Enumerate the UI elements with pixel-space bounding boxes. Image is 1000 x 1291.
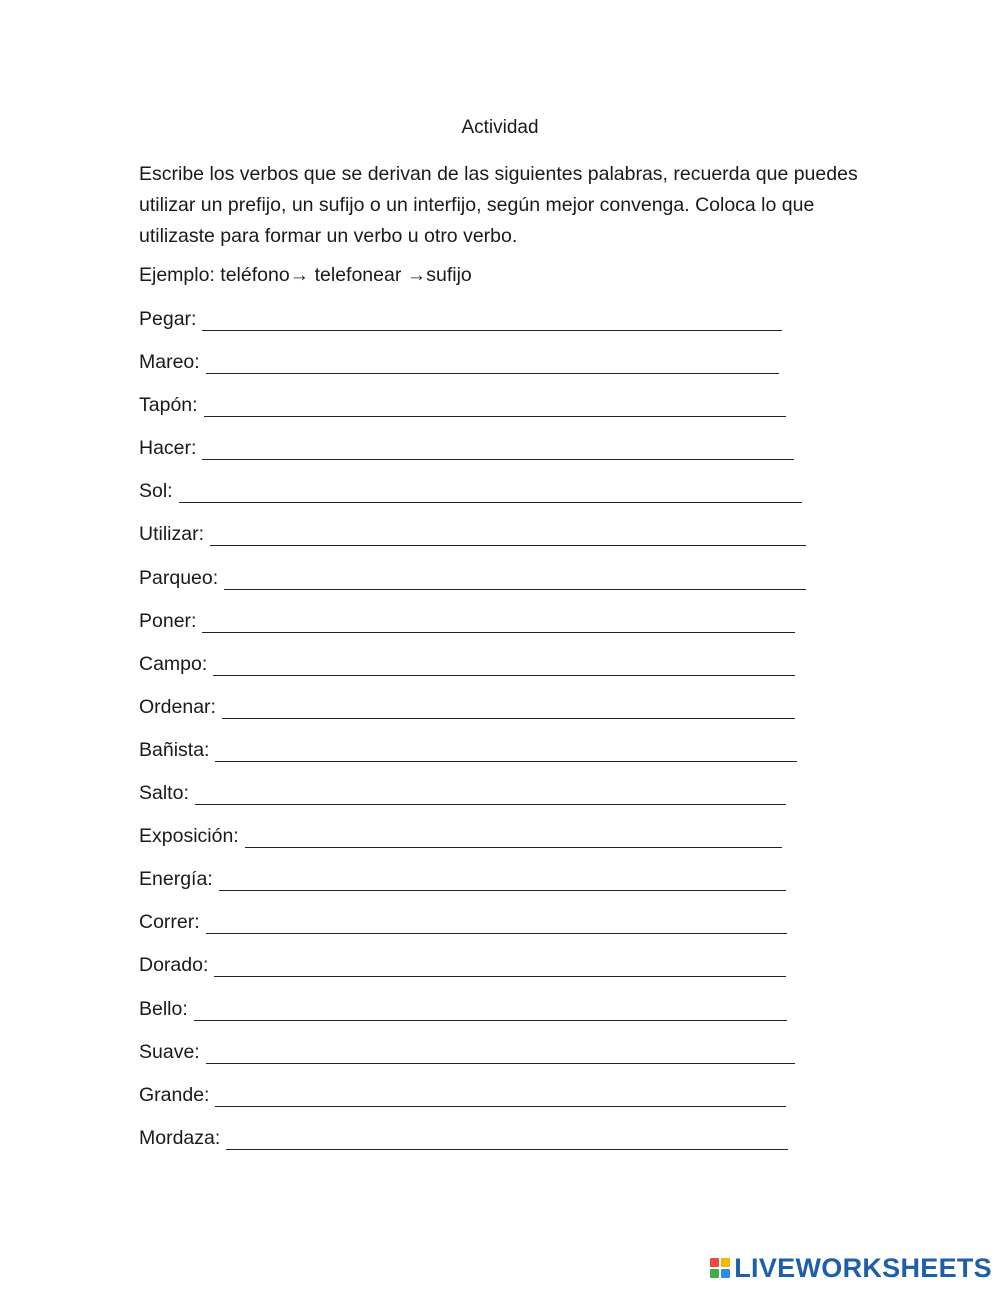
page-title: Actividad [461, 117, 539, 138]
word-label: Correr: [139, 911, 200, 934]
word-label: Mordaza: [139, 1126, 221, 1149]
answer-line[interactable] [224, 566, 806, 590]
word-label: Energía: [139, 868, 213, 891]
answer-row [139, 695, 819, 738]
answer-row [139, 1126, 819, 1169]
word-label: Ordenar: [139, 695, 216, 718]
answer-line[interactable] [202, 307, 782, 331]
answer-row [139, 522, 819, 565]
word-label: Utilizar: [139, 523, 205, 546]
answer-row [139, 1083, 819, 1126]
answer-line[interactable] [206, 910, 787, 934]
word-label: Parqueo: [139, 566, 219, 589]
answer-row [139, 953, 819, 996]
logo-text: LIVEWORKSHEETS [734, 1252, 992, 1283]
instructions-text: Escribe los verbos que se derivan de las siguientes palabras, recuerda que puedes utilizar un prefijo, un sufijo o un interfijo, según mejor convenga. Coloca lo que utilizaste para formar un verbo u otro verbo. [139, 163, 858, 247]
answer-row [139, 350, 819, 393]
word-label: Grande: [139, 1083, 210, 1106]
word-label: Bello: [139, 997, 188, 1020]
liveworksheets-logo [710, 1253, 992, 1283]
answer-line[interactable] [202, 436, 794, 460]
answer-line[interactable] [195, 781, 786, 805]
word-label: Exposición: [139, 825, 239, 848]
answer-line[interactable] [210, 522, 806, 546]
answer-row [139, 1040, 819, 1083]
answer-row [139, 867, 819, 910]
answer-row [139, 436, 819, 479]
word-label: Suave: [139, 1040, 200, 1063]
word-label: Bañista: [139, 738, 210, 761]
answer-row [139, 652, 819, 695]
answer-row [139, 393, 819, 436]
word-label: Tapón: [139, 394, 198, 417]
answer-line[interactable] [222, 695, 795, 719]
word-label: Campo: [139, 652, 208, 675]
answer-row [139, 609, 819, 652]
answer-line[interactable] [179, 479, 802, 503]
answer-line[interactable] [194, 997, 787, 1021]
answer-line[interactable] [206, 350, 779, 374]
answer-row [139, 824, 819, 867]
answer-list [139, 307, 819, 1169]
word-label: Mareo: [139, 351, 200, 374]
example-text: Ejemplo: teléfono→ telefonear →sufijo [139, 264, 472, 286]
answer-line[interactable] [215, 738, 797, 762]
answer-row [139, 738, 819, 781]
answer-row [139, 479, 819, 522]
word-label: Sol: [139, 480, 173, 503]
answer-line[interactable] [202, 609, 795, 633]
word-label: Dorado: [139, 954, 209, 977]
answer-line[interactable] [226, 1126, 788, 1150]
logo-blocks-icon [710, 1258, 730, 1278]
answer-line[interactable] [214, 953, 786, 977]
answer-line[interactable] [213, 652, 795, 676]
word-label: Salto: [139, 782, 189, 805]
answer-line[interactable] [245, 824, 782, 848]
answer-row [139, 997, 819, 1040]
answer-row [139, 307, 819, 350]
answer-line[interactable] [204, 393, 786, 417]
answer-row [139, 910, 819, 953]
word-label: Hacer: [139, 437, 197, 460]
answer-row [139, 566, 819, 609]
word-label: Pegar: [139, 308, 197, 330]
answer-row [139, 781, 819, 824]
word-label: Poner: [139, 609, 197, 632]
answer-line[interactable] [215, 1083, 786, 1107]
answer-line[interactable] [219, 867, 786, 891]
answer-line[interactable] [206, 1040, 795, 1064]
